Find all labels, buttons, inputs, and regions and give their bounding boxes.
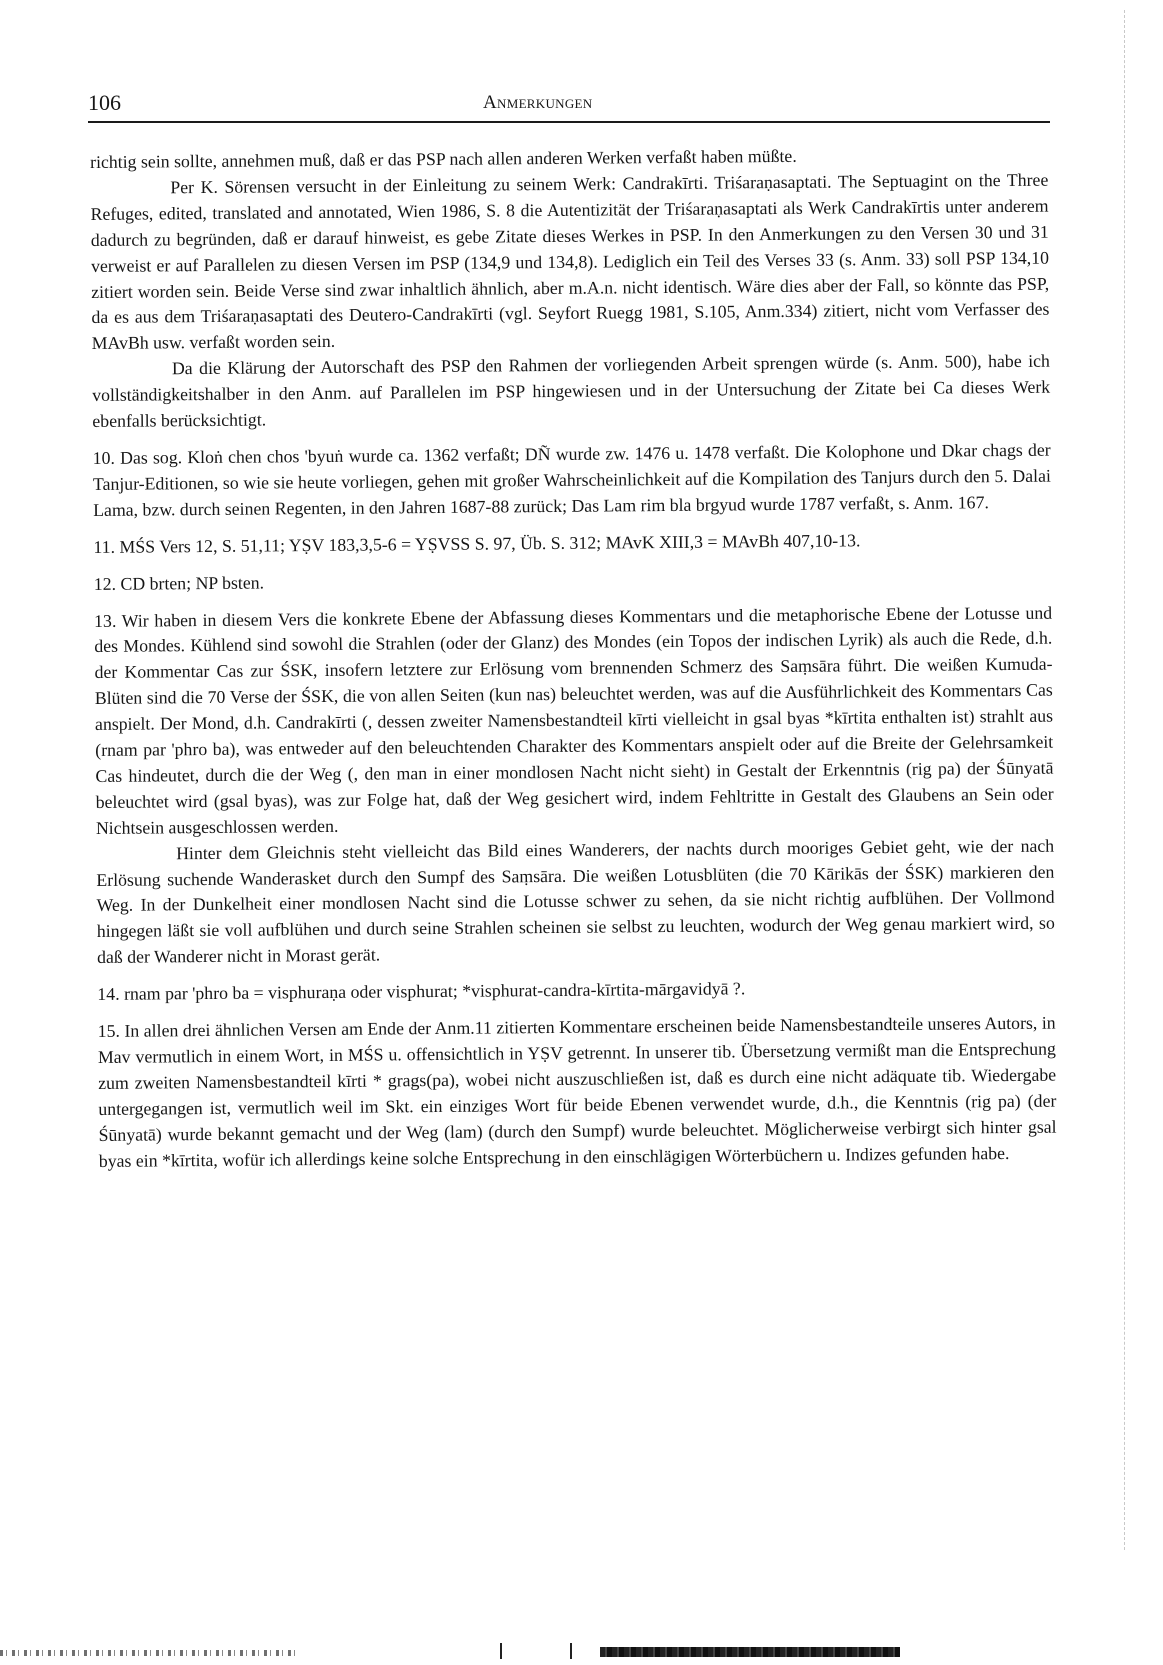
header-rule — [88, 121, 1050, 123]
paragraph-continued: richtig sein sollte, annehmen muß, daß er das PSP nach allen anderen Werken verfaßt haben müßte. — [90, 145, 797, 172]
note-12: 12. CD brten; NP bsten. — [93, 572, 265, 594]
note-11: 11. MŚS Vers 12, S. 51,11; YṢV 183,3,5-6 = YṢVSS S. 97, Üb. S. 312; MAvK XIII,3 = MAvBh 407,10-13. — [93, 529, 861, 557]
scan-artifact-tick — [500, 1643, 502, 1659]
note-13: 13. Wir haben in diesem Vers die konkrete Ebene der Abfassung dieses Kommentars und die metaphorische Ebene der Lotusse und des Mondes. Kühlend sind sowohl die Strahlen (oder der Glanz) des Mondes (ein Topos der indischen Lyrik) als auch die Rede, d.h. der Kommentar Cas zur ŚSK, insofern letztere zur Erlösung vom brennenden Schmerz des Saṃsāra führt. Die weißen Kumuda-Blüten sind die 70 Verse der ŚSK, die von allen Seiten (kun nas) beleuchtet werden, was auf die Ausführlichkeit des Kommentars Cas anspielt. Der Mond, d.h. Candrakīrti (, dessen zweiter Namensbestandteil kīrti vielleicht in gsal byas *kīrtita enthalten ist) strahlt aus (rnam par 'phro ba), was entweder auf den beleuchtenden Charakter des Kommentars anspielt oder auf die Breite der Gelehrsamkeit Cas hindeutet, durch die der Weg (, den man in einer mondlosen Nacht nicht sieht) in Gestalt der Erkenntnis (rig pa) der Śūnyatā beleuchtet wird (gsal byas), was zur Folge hat, daß der Weg gesichert wird, indem Fehltritte in Gestalt des Glaubens an Sein oder Nichtsein ausgeschlossen werden. — [94, 602, 1054, 838]
paragraph-autorschaft: Da die Klärung der Autorschaft des PSP den Rahmen der vorliegenden Arbeit sprengen würde (s. Anm. 500), habe ich vollständigkeitshalber in den Anm. auf Parallelen im PSP hingewiesen und in der Untersuchung der Zitate bei Ca dieses Werk ebenfalls berücksichtigt. — [92, 350, 1051, 432]
scan-artifact-right — [600, 1647, 900, 1657]
running-head: Anmerkungen — [483, 92, 593, 113]
note-15: 15. In allen drei ähnlichen Versen am Ende der Anm.11 zitierten Kommentare erscheinen beide Namensbestandteile unseres Autors, in Mav vermutlich in einem Wort, in MŚS u. offensichtlich in YṢV getrennt. In unserer tib. Übersetzung vermißt man die Entsprechung zum zweiten Namensbestandteil kīrti * grags(pa), wobei nicht auszuschließen ist, daß es durch eine nicht adäquate tib. Wiedergabe untergegangen ist, vermutlich weil im Skt. ein einziges Wort für beide Ebenen verwendet wurde, d.h., die Kenntnis (rig pa) (der Śūnyatā) wurde bekannt gemacht und der Weg (lam) (durch den Sumpf) wurde beleuchtet. Möglicherweise verbirgt sich hinter gsal byas ein *kīrtita, wofür ich allerdings keine solche Entsprechung in den einschlägigen Wörterbüchern u. Indizes gefunden habe. — [97, 1012, 1057, 1171]
note-10: 10. Das sog. Kloṅ chen chos 'byuṅ wurde ca. 1362 verfaßt; DÑ wurde zw. 1476 u. 1478 verfaßt. Die Kolophone und Dkar chags der Tanjur-Editionen, so wie sie heute vorliegen, gehen mit großer Wahrscheinlichkeit auf die Kompilation des Tanjurs durch den 5. Dalai Lama, bzw. durch seinen Regenten, in den Jahren 1687-88 zurück; Das Lam rim bla brgyud wurde 1787 verfaßt, s. Anm. 167. — [92, 439, 1051, 520]
scan-artifact-tick — [570, 1643, 572, 1659]
scan-artifact-left — [0, 1650, 300, 1656]
scan-edge-line — [1124, 10, 1126, 1550]
note-14: 14. rnam par 'phro ba = visphuraṇa oder visphurat; *visphurat-candra-kīrtita-mārgavidyā ?. — [97, 978, 746, 1005]
note-13-continued: Hinter dem Gleichnis steht vielleicht das Bild eines Wanderers, der nachts durch mooriges Gebiet geht, wie der nach Erlösung suchende Wanderasket durch den Sumpf des Saṃsāra. Die weißen Lotusblüten (die 70 Kārikās der ŚSK) markieren den Weg. In der Dunkelheit einer mondlosen Nacht sind die Lotusse schwer zu sehen, da sie nicht richtig aufblühen. Der Vollmond hingegen läßt sie voll aufblühen und durch seine Strahlen scheinen sie selbst zu leuchten, wodurch der Weg genau markiert wird, so daß der Wanderer nicht in Morast gerät. — [96, 835, 1055, 968]
body-text — [90, 142, 1057, 1175]
paragraph-soerensen: Per K. Sörensen versucht in der Einleitung zu seinem Werk: Candrakīrti. Triśaraṇasaptati. The Septuagint on the Three Refuges, edited, translated and annotated, Wien 1986, S. 8 die Autentizität der Triśaraṇasaptati als Werk Candrakīrtis unter anderem dadurch zu begründen, daß er darauf hinweist, es gebe Zitate dieses Werkes in PSP. In den Anmerkungen zu den Versen 30 und 31 verweist er auf Parallelen zu diesen Versen im PSP (134,9 und 134,8). Lediglich ein Teil des Verses 33 (s. Anm. 33) soll PSP 134,10 zitiert worden sein. Beide Verse sind zwar inhaltlich ähnlich, aber m.A.n. nicht identisch. Wäre dies aber der Fall, so könnte das PSP, da es aus dem Triśaraṇasaptati des Deutero-Candrakīrti (vgl. Seyfort Ruegg 1981, S.105, Anm.334) zitiert, nicht vom Verfasser des MAvBh usw. verfaßt worden sein. — [90, 169, 1050, 354]
page-header — [88, 90, 1050, 120]
page-number: 106 — [88, 90, 121, 115]
